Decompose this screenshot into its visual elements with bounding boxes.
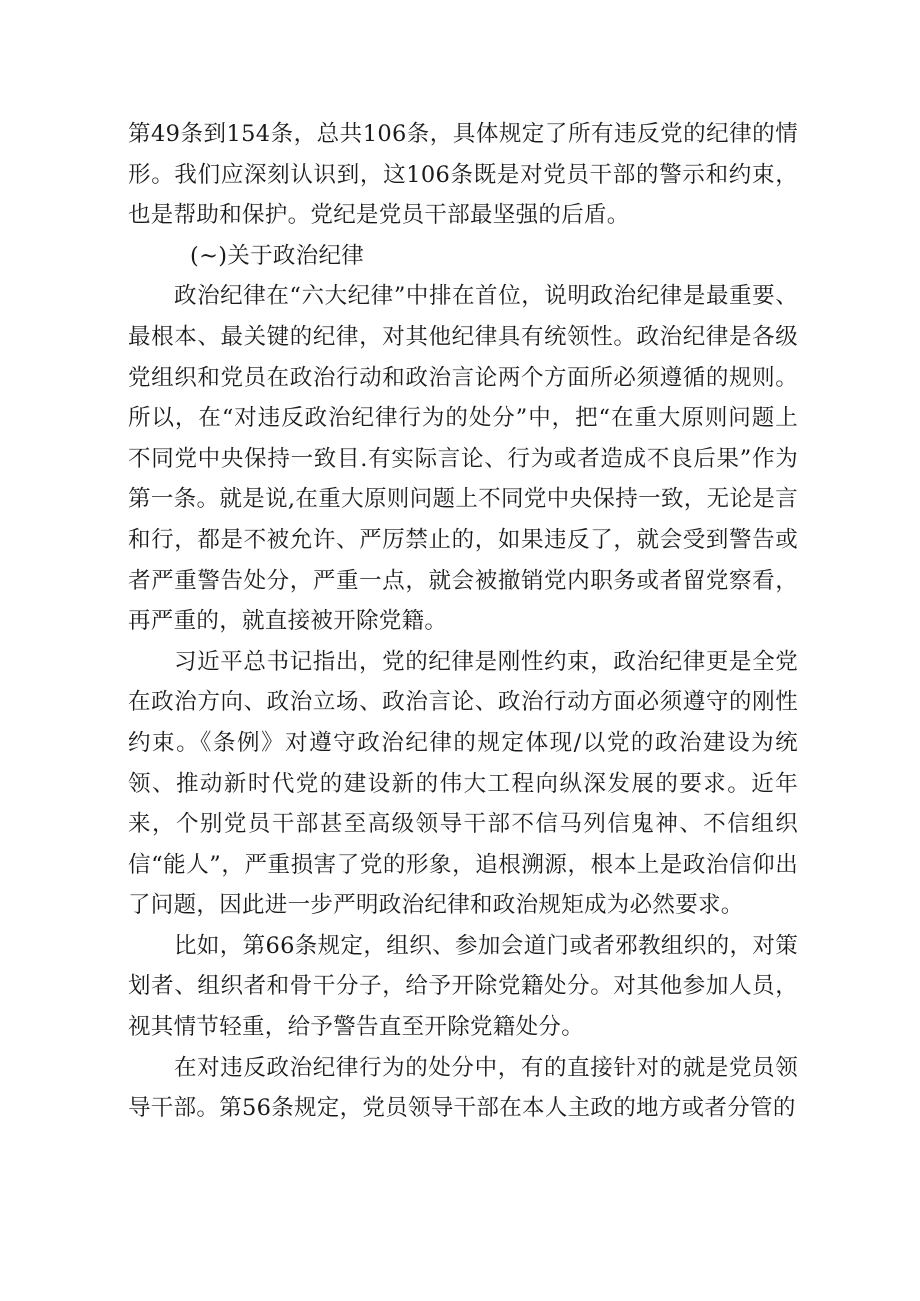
paragraph-continuation: 第49条到154条，总共106条，具体规定了所有违反党的纪律的情形。我们应深刻认识到，这106条既是对党员干部的警示和约束，也是帮助和保护。党纪是党员干部最坚强的后盾。	[128, 121, 798, 229]
paragraph-article-66: 比如，第66条规定，组织、参加会道门或者邪教组织的，对策划者、组织者和骨干分子，给予开除党籍处分。对其他参加人员，视其情节轻重，给予警告直至开除党籍处分。	[128, 932, 798, 1041]
paragraph-article-56: 在对违反政治纪律行为的处分中，有的直接针对的就是党员领导干部。第56条规定，党员领导干部在本人主政的地方或者分管的	[128, 1054, 798, 1122]
section-heading-political-discipline: (~)关于政治纪律	[190, 242, 365, 269]
document-body	[128, 114, 798, 1129]
paragraph-political-discipline-rank: 政治纪律在“六大纪律”中排在首位，说明政治纪律是最重要、最根本、最关键的纪律，对其他纪律具有统领性。政治纪律是各级党组织和党员在政治行动和政治言论两个方面所必须遵循的规则。所以，在“对违反政治纪律行为的处分”中，把“在重大原则问题上不同党中央保持一致目.有实际言论、行为或者造成不良后果”作为第一条。就是说,在重大原则问题上不同党中央保持一致，无论是言和行，都是不被允许、严厉禁止的，如果违反了，就会受到警告或者严重警告处分，严重一点，就会被撤销党内职务或者留党察看，再严重的，就直接被开除党籍。	[128, 283, 798, 635]
paragraph-xi-statement: 习近平总书记指出，党的纪律是刚性约束，政治纪律更是全党在政治方向、政治立场、政治言论、政治行动方面必须遵守的刚性约束。《条例》对遵守政治纪律的规定体现/以党的政治建设为统领、推动新时代党的建设新的伟大工程向纵深发展的要求。近年来，个别党员干部甚至高级领导干部不信马列信鬼神、不信组织信“能人”，严重损害了党的形象，追根溯源，根本上是政治信仰出了问题，因此进一步严明政治纪律和政治规矩成为必然要求。	[128, 648, 798, 919]
